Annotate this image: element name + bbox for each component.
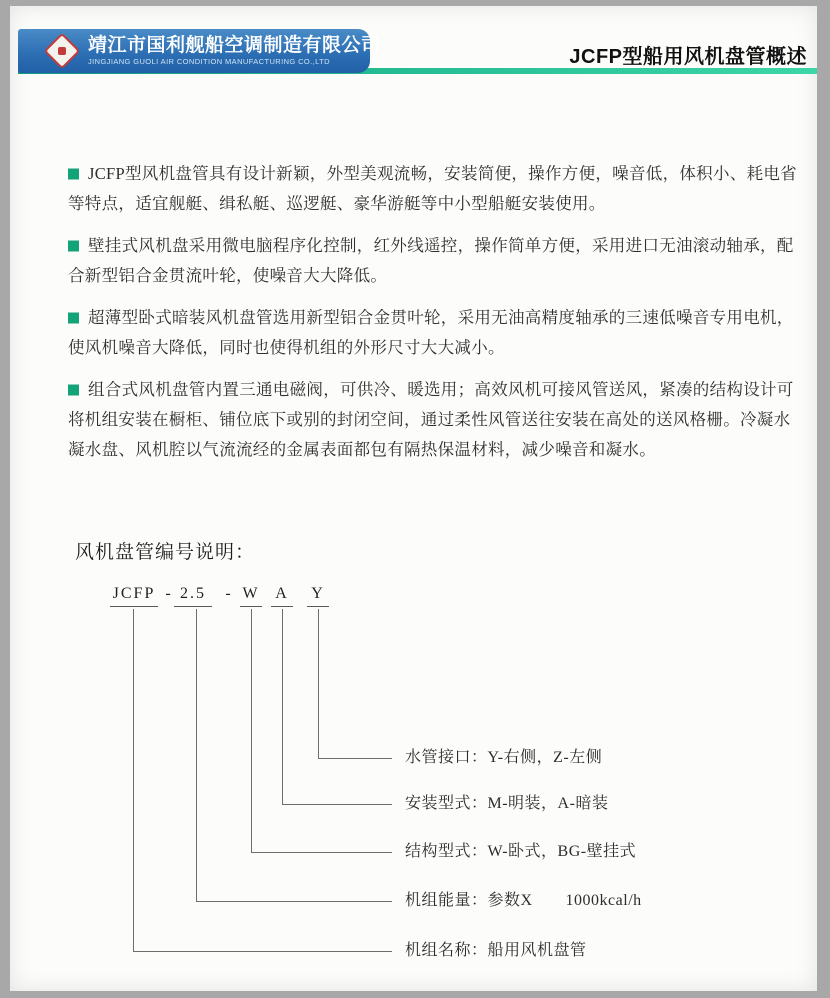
code-pipe: Y [307, 584, 329, 607]
code-install: A [271, 584, 293, 607]
paragraph-line: 将机组安装在橱柜、铺位底下或别的封闭空间，通过柔性风管送往安装在高处的送风格栅。冷凝水 [68, 410, 791, 429]
numbering-heading: 风机盘管编号说明： [75, 542, 256, 563]
company-name-en: JINGJIANG GUOLI AIR CONDITION MANUFACTURING CO.,LTD [88, 57, 330, 66]
callout-install-type: 安装型式：M-明装，A-暗装 [405, 795, 609, 812]
connector-line [318, 609, 319, 758]
code-series: JCFP [110, 584, 158, 607]
paragraph-line: 使风机噪音大降低，同时也使得机组的外形尺寸大大减小。 [68, 338, 505, 357]
paragraph-line: JCFP型风机盘管具有设计新颖，外型美观流畅，安装简便，操作方便，噪音低，体积小、耗电省 [88, 164, 797, 183]
company-logo-icon [44, 33, 80, 69]
bullet-icon [68, 169, 79, 180]
paragraph-line: 等特点，适宜舰艇、缉私艇、巡逻艇、豪华游艇等中小型船艇安装使用。 [68, 194, 606, 213]
connector-line [282, 804, 392, 805]
intro-paragraph [68, 231, 809, 291]
code-dash: - [165, 585, 171, 602]
company-name-cn: 靖江市国利舰船空调制造有限公司 [88, 35, 381, 56]
company-banner [18, 29, 381, 73]
bullet-icon [68, 241, 79, 252]
connector-line [318, 758, 392, 759]
callout-unit-capacity: 机组能量：参数X 1000kcal/h [405, 892, 642, 909]
connector-line [251, 852, 392, 853]
connector-line [133, 951, 392, 952]
callout-unit-name: 机组名称：船用风机盘管 [405, 942, 587, 959]
connector-line [251, 609, 252, 852]
page-header [10, 6, 817, 74]
paragraph-line: 组合式风机盘管内置三通电磁阀，可供冷、暖选用；高效风机可接风管送风，紧凑的结构设计可 [88, 380, 794, 399]
intro-paragraph [68, 303, 809, 363]
callout-structure-type: 结构型式：W-卧式，BG-壁挂式 [405, 843, 637, 860]
paragraph-line: 壁挂式风机盘采用微电脑程序化控制，红外线遥控，操作简单方便，采用进口无油滚动轴承，配 [88, 236, 794, 255]
connector-line [282, 609, 283, 804]
model-code-diagram [10, 564, 817, 984]
paragraph-line: 凝水盘、风机腔以气流流经的金属表面都包有隔热保温材料，减少噪音和凝水。 [68, 440, 656, 459]
scanned-page [10, 6, 817, 991]
intro-section [68, 159, 809, 465]
intro-paragraph [68, 159, 809, 219]
connector-line [196, 901, 392, 902]
code-dash: - [225, 585, 231, 602]
callout-pipe-connection: 水管接口：Y-右侧，Z-左侧 [405, 749, 603, 766]
paragraph-line: 合新型铝合金贯流叶轮，使噪音大大降低。 [68, 266, 388, 285]
connector-line [196, 609, 197, 901]
connector-line [133, 609, 134, 951]
bullet-icon [68, 313, 79, 324]
page-title: JCFP型船用风机盘管概述 [569, 46, 807, 68]
code-structure: W [240, 584, 262, 607]
intro-paragraph [68, 375, 809, 465]
paragraph-line: 超薄型卧式暗装风机盘管选用新型铝合金贯叶轮，采用无油高精度轴承的三速低噪音专用电机， [88, 308, 794, 327]
bullet-icon [68, 385, 79, 396]
code-capacity: 2.5 [174, 584, 212, 607]
